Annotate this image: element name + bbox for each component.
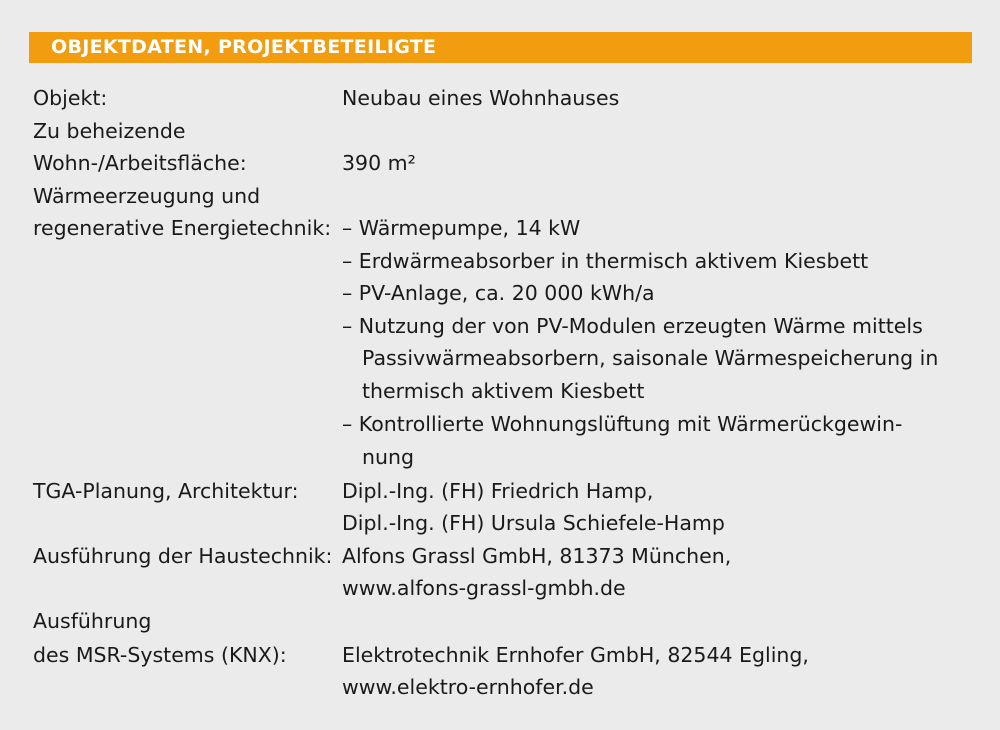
- row-value: www.alfons-grassl-gmbh.de: [342, 576, 626, 600]
- table-row: [0, 115, 1000, 148]
- row-value: – Erdwärmeabsorber in thermisch aktivem Kiesbett: [342, 249, 869, 273]
- row-value: Passivwärmeabsorbern, saisonale Wärmespeicherung in: [362, 346, 939, 370]
- table-row: [0, 310, 1000, 343]
- row-label: des MSR-Systems (KNX):: [33, 643, 287, 667]
- table-row: [0, 475, 1000, 508]
- section-title: OBJEKTDATEN, PROJEKTBETEILIGTE: [51, 36, 437, 58]
- row-value: – Nutzung der von PV-Modulen erzeugten Wärme mittels: [342, 314, 923, 338]
- table-row: [0, 671, 1000, 704]
- row-value: Dipl.-Ing. (FH) Friedrich Hamp,: [342, 479, 654, 503]
- table-row: [0, 375, 1000, 408]
- row-label: Wohn-/Arbeitsfläche:: [33, 151, 247, 175]
- row-label: Ausführung der Haustechnik:: [33, 544, 333, 568]
- table-row: [0, 277, 1000, 310]
- table-row: [0, 408, 1000, 441]
- row-value: thermisch aktivem Kiesbett: [362, 379, 645, 403]
- row-value: Dipl.-Ing. (FH) Ursula Schiefele-Hamp: [342, 511, 725, 535]
- table-row: [0, 639, 1000, 672]
- row-value: – Kontrollierte Wohnungslüftung mit Wärmerückgewin-: [342, 412, 903, 436]
- row-label: TGA-Planung, Architektur:: [33, 479, 299, 503]
- table-row: [0, 180, 1000, 213]
- table-row: [0, 441, 1000, 474]
- table-row: [0, 507, 1000, 540]
- row-value: Alfons Grassl GmbH, 81373 München,: [342, 544, 732, 568]
- row-value: 390 m²: [342, 151, 416, 175]
- row-value: nung: [362, 445, 414, 469]
- section-header: [29, 32, 972, 63]
- table-row: [0, 540, 1000, 573]
- row-label: Wärmeerzeugung und: [33, 184, 261, 208]
- row-value: Neubau eines Wohnhauses: [342, 86, 620, 110]
- row-label: Objekt:: [33, 86, 108, 110]
- table-row: [0, 147, 1000, 180]
- row-label: regenerative Energietechnik:: [33, 216, 332, 240]
- row-value: Elektrotechnik Ernhofer GmbH, 82544 Egling,: [342, 643, 809, 667]
- row-value: – Wärmepumpe, 14 kW: [342, 216, 581, 240]
- table-row: [0, 572, 1000, 605]
- table-row: [0, 245, 1000, 278]
- row-label: Ausführung: [33, 609, 152, 633]
- row-value: www.elektro-ernhofer.de: [342, 675, 594, 699]
- table-row: [0, 605, 1000, 638]
- table-row: [0, 212, 1000, 245]
- row-label: Zu beheizende: [33, 119, 186, 143]
- table-row: [0, 342, 1000, 375]
- row-value: – PV-Anlage, ca. 20 000 kWh/a: [342, 281, 655, 305]
- table-row: [0, 82, 1000, 115]
